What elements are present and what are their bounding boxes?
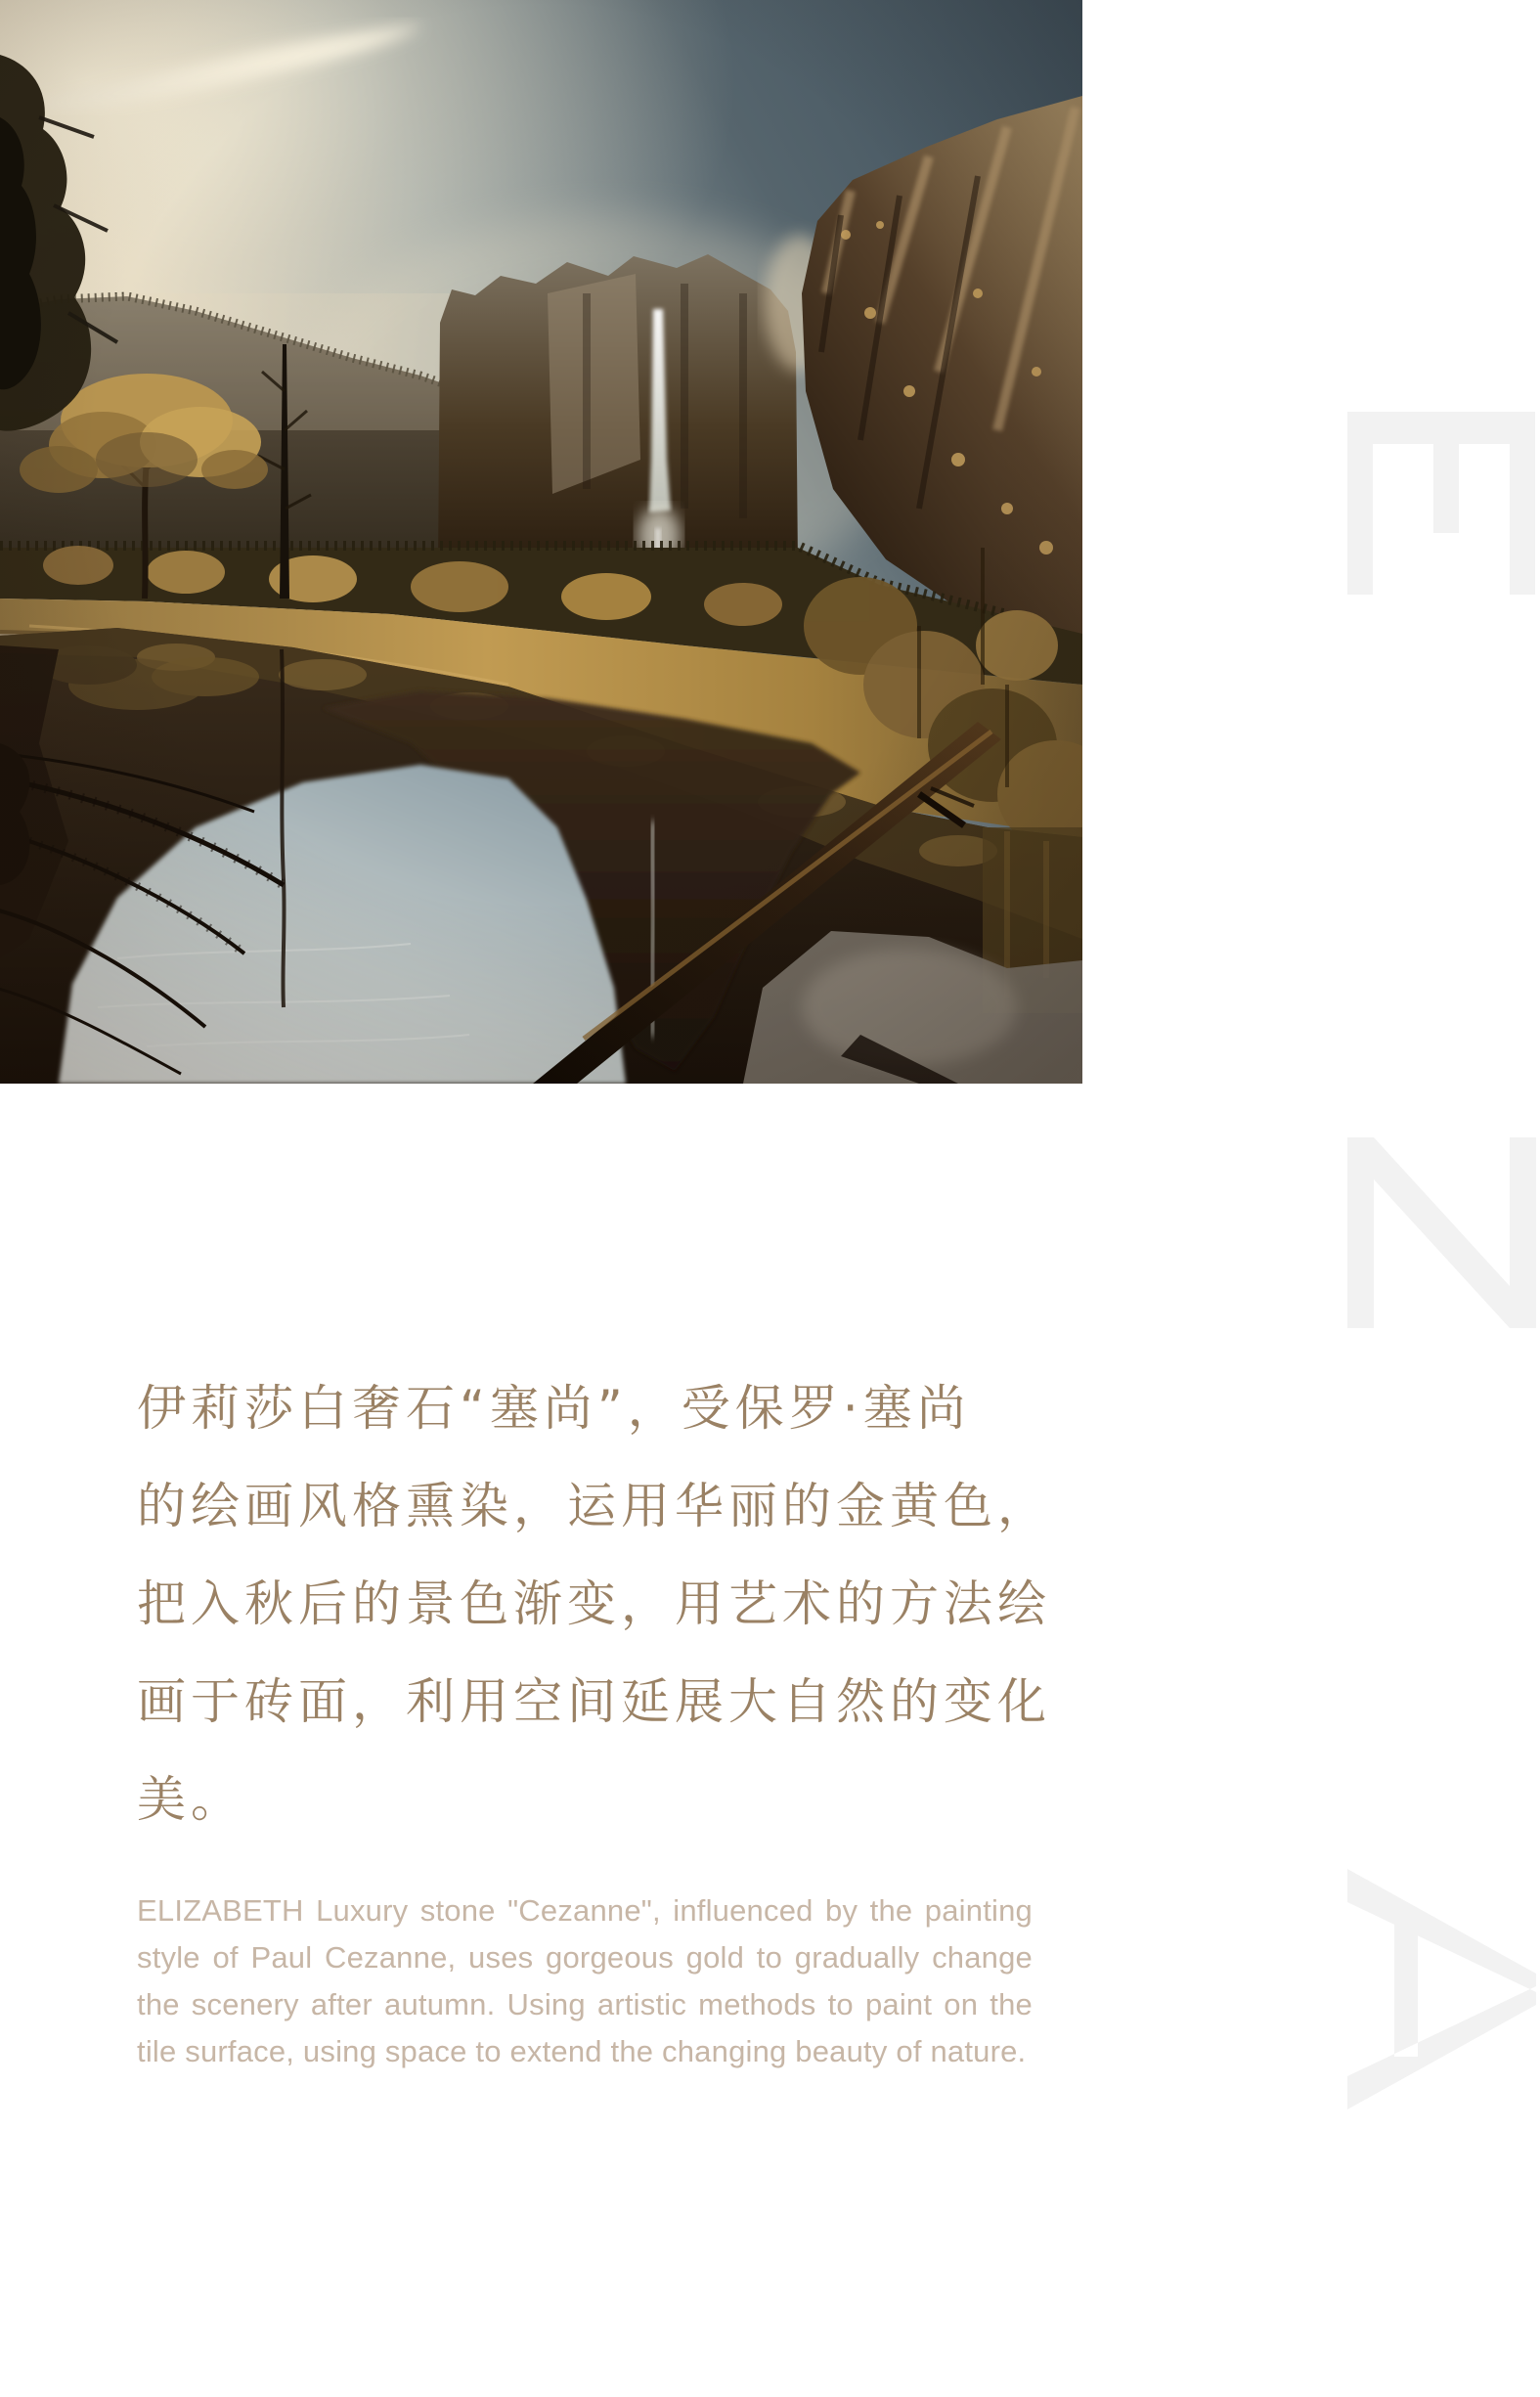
watermark-letter-e xyxy=(1347,412,1536,596)
intro-line-zh: 的绘画风格熏染，运用华丽的金黄色， xyxy=(137,1478,1051,1534)
intro-line-zh: 画于砖面，利用空间延展大自然的变化 xyxy=(137,1673,1051,1730)
intro-paragraph-zh xyxy=(137,1359,1095,1848)
intro-line-zh: 伊莉莎白奢石“塞尚”，受保罗·塞尚 xyxy=(137,1380,971,1437)
intro-paragraph-en: ELIZABETH Luxury stone "Cezanne", influenced by the painting style of Paul Cezanne, uses gorgeous gold to gradually change the scenery after autumn. Using artistic methods to paint on the tile surface, using space to extend the changing beauty of nature. xyxy=(137,1893,1033,2068)
intro-line-zh: 把入秋后的景色渐变，用艺术的方法绘 xyxy=(137,1576,1051,1632)
vignette xyxy=(0,0,1082,1084)
intro-line-zh: 美。 xyxy=(137,1771,244,1828)
watermark-letter-n xyxy=(1347,1137,1536,1329)
watermark-letter-a xyxy=(1347,1869,1536,2109)
hero-photo xyxy=(0,0,1082,1084)
